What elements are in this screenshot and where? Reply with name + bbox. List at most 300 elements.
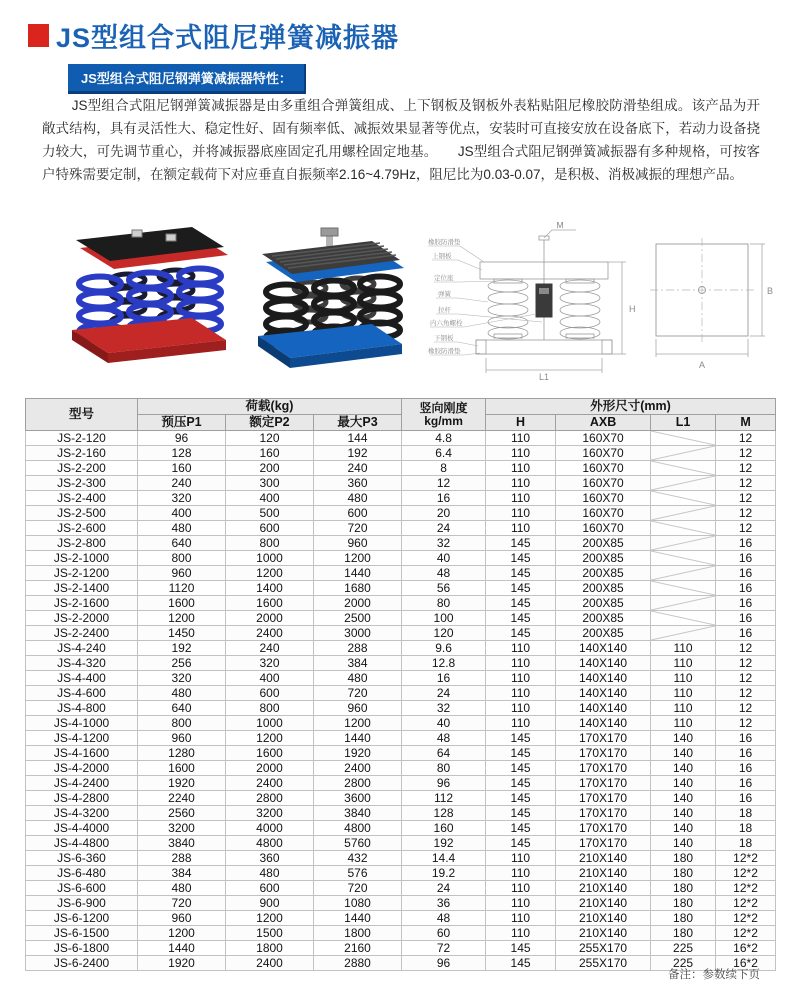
table-row: [26, 746, 776, 761]
table-cell: 145: [486, 836, 556, 851]
table-cell: 96: [138, 431, 226, 446]
table-cell: 720: [314, 881, 402, 896]
table-cell: 18: [716, 836, 776, 851]
table-cell: 12: [402, 476, 486, 491]
table-cell: 180: [651, 851, 716, 866]
table-cell: 145: [486, 821, 556, 836]
table-cell: 5760: [314, 836, 402, 851]
table-cell: 144: [314, 431, 402, 446]
table-cell: 56: [402, 581, 486, 596]
table-row: [26, 626, 776, 641]
dim-label-l1: L1: [538, 372, 550, 382]
table-cell: 110: [486, 491, 556, 506]
table-cell: 1920: [314, 746, 402, 761]
part-label-rubber-pad-top: 橡胶防滑垫: [428, 239, 461, 246]
table-cell: 140X140: [556, 701, 651, 716]
table-cell: 110: [651, 656, 716, 671]
table-cell: 145: [486, 581, 556, 596]
part-label-upper-plate: 上钢板: [432, 253, 452, 260]
table-cell: 145: [486, 536, 556, 551]
table-row: [26, 791, 776, 806]
table-cell: 1440: [314, 566, 402, 581]
table-row: [26, 881, 776, 896]
table-cell: 145: [486, 761, 556, 776]
table-cell: 180: [651, 926, 716, 941]
table-cell: 1200: [226, 566, 314, 581]
table-cell: 145: [486, 941, 556, 956]
table-cell: JS-6-360: [26, 851, 138, 866]
table-cell: 160X70: [556, 506, 651, 521]
table-row: [26, 551, 776, 566]
cell-empty-diagonal: [651, 491, 716, 506]
table-cell: 600: [226, 881, 314, 896]
table-cell: 110: [486, 911, 556, 926]
table-cell: 160: [226, 446, 314, 461]
table-cell: 200X85: [556, 566, 651, 581]
page-header: [28, 16, 399, 55]
table-cell: JS-4-320: [26, 656, 138, 671]
table-cell: 16: [716, 761, 776, 776]
table-cell: 110: [486, 851, 556, 866]
table-cell: 16: [402, 671, 486, 686]
table-cell: 960: [314, 701, 402, 716]
table-row: [26, 521, 776, 536]
table-cell: 12*2: [716, 896, 776, 911]
table-cell: 2240: [138, 791, 226, 806]
table-cell: 800: [226, 701, 314, 716]
table-cell: 720: [138, 896, 226, 911]
part-label-positioning-seat: 定位座: [434, 275, 454, 282]
table-cell: 12: [716, 431, 776, 446]
table-cell: 210X140: [556, 851, 651, 866]
product-description: JS型组合式阻尼钢弹簧减振器是由多重组合弹簧组成、上下钢板及钢板外表粘贴阻尼橡胶防滑垫组成。该产品为开敞式结构，具有灵活性大、稳定性好、固有频率低、减振效果显著等优点，安装时可直接安放在设备底下，若动力设备挠力较大，可先调节重心，并将减振器底座固定孔用螺栓固定地基。 JS型组合式阻尼钢弹簧减振器有多种规格，可按客户特殊需要定制，在额定载荷下对应垂直自振频率2.16~4.79Hz，阻尼比为0.03-0.07，是积极、消极减振的理想产品。: [42, 98, 760, 182]
table-cell: 145: [486, 806, 556, 821]
table-cell: 24: [402, 686, 486, 701]
table-cell: 210X140: [556, 926, 651, 941]
product-photo-red-isolator: [56, 222, 234, 370]
table-cell: 360: [226, 851, 314, 866]
table-cell: 180: [651, 896, 716, 911]
table-cell: 12*2: [716, 866, 776, 881]
table-cell: JS-4-4800: [26, 836, 138, 851]
table-row: [26, 866, 776, 881]
table-cell: 110: [486, 476, 556, 491]
table-cell: 19.2: [402, 866, 486, 881]
col-header-l1: L1: [651, 415, 716, 431]
table-cell: 140: [651, 791, 716, 806]
table-cell: 480: [138, 521, 226, 536]
table-cell: JS-4-2000: [26, 761, 138, 776]
table-cell: 255X170: [556, 941, 651, 956]
table-row: [26, 896, 776, 911]
table-cell: 1600: [138, 761, 226, 776]
col-header-stiffness: 竖向刚度 kg/mm: [402, 399, 486, 431]
table-cell: 160X70: [556, 521, 651, 536]
table-cell: 6.4: [402, 446, 486, 461]
table-cell: 96: [402, 956, 486, 971]
table-cell: JS-2-1000: [26, 551, 138, 566]
table-cell: 64: [402, 746, 486, 761]
table-cell: 400: [226, 671, 314, 686]
cell-empty-diagonal: [651, 611, 716, 626]
table-cell: 3840: [138, 836, 226, 851]
table-cell: 2000: [226, 611, 314, 626]
cell-empty-diagonal: [651, 521, 716, 536]
col-group-dimensions: 外形尺寸(mm): [486, 399, 776, 415]
cell-empty-diagonal: [651, 431, 716, 446]
table-cell: 240: [314, 461, 402, 476]
table-cell: 110: [651, 716, 716, 731]
table-cell: JS-4-2800: [26, 791, 138, 806]
table-row: [26, 491, 776, 506]
table-cell: 1920: [138, 956, 226, 971]
table-cell: 145: [486, 596, 556, 611]
table-row: [26, 716, 776, 731]
part-label-lower-plate: 下钢板: [434, 335, 454, 342]
table-row: [26, 761, 776, 776]
table-cell: 128: [138, 446, 226, 461]
cell-empty-diagonal: [651, 551, 716, 566]
table-cell: 1400: [226, 581, 314, 596]
table-cell: JS-4-600: [26, 686, 138, 701]
table-cell: 145: [486, 731, 556, 746]
table-cell: 48: [402, 731, 486, 746]
table-cell: 200X85: [556, 626, 651, 641]
table-cell: JS-6-1500: [26, 926, 138, 941]
table-cell: 210X140: [556, 881, 651, 896]
table-cell: 600: [226, 521, 314, 536]
table-cell: 12: [716, 446, 776, 461]
table-row: [26, 446, 776, 461]
cell-empty-diagonal: [651, 476, 716, 491]
table-cell: 160: [138, 461, 226, 476]
table-cell: JS-4-2400: [26, 776, 138, 791]
table-row: [26, 926, 776, 941]
table-cell: 192: [138, 641, 226, 656]
table-cell: 1000: [226, 716, 314, 731]
table-cell: 200: [226, 461, 314, 476]
table-cell: 1120: [138, 581, 226, 596]
table-cell: 48: [402, 911, 486, 926]
table-row: [26, 536, 776, 551]
table-cell: 1280: [138, 746, 226, 761]
table-cell: 1200: [226, 911, 314, 926]
table-cell: 2880: [314, 956, 402, 971]
table-row: [26, 566, 776, 581]
table-cell: 110: [486, 716, 556, 731]
table-cell: 12*2: [716, 926, 776, 941]
table-cell: 1200: [314, 551, 402, 566]
table-cell: JS-4-1000: [26, 716, 138, 731]
table-cell: 2400: [226, 776, 314, 791]
table-cell: 4800: [226, 836, 314, 851]
table-cell: 140: [651, 746, 716, 761]
table-cell: 140X140: [556, 671, 651, 686]
table-cell: JS-2-1200: [26, 566, 138, 581]
table-row: [26, 506, 776, 521]
table-cell: 12: [716, 716, 776, 731]
table-cell: JS-4-240: [26, 641, 138, 656]
table-row: [26, 911, 776, 926]
table-cell: JS-2-800: [26, 536, 138, 551]
table-row: [26, 941, 776, 956]
table-cell: 145: [486, 776, 556, 791]
table-cell: 16: [716, 626, 776, 641]
table-cell: 12: [716, 686, 776, 701]
table-cell: 110: [486, 671, 556, 686]
table-cell: 12: [716, 521, 776, 536]
table-cell: 160X70: [556, 476, 651, 491]
table-cell: 2160: [314, 941, 402, 956]
table-cell: 140: [651, 731, 716, 746]
table-cell: JS-2-120: [26, 431, 138, 446]
table-cell: 32: [402, 701, 486, 716]
spec-table-body: [26, 431, 776, 971]
table-cell: 120: [226, 431, 314, 446]
table-cell: 110: [486, 686, 556, 701]
table-cell: 1200: [138, 611, 226, 626]
cell-empty-diagonal: [651, 566, 716, 581]
table-cell: 14.4: [402, 851, 486, 866]
table-cell: 3200: [226, 806, 314, 821]
table-cell: JS-2-200: [26, 461, 138, 476]
table-row: [26, 656, 776, 671]
col-group-load: 荷载(kg): [138, 399, 402, 415]
table-cell: 12.8: [402, 656, 486, 671]
table-cell: 1080: [314, 896, 402, 911]
table-cell: 80: [402, 596, 486, 611]
table-cell: 160: [402, 821, 486, 836]
table-cell: 480: [138, 881, 226, 896]
table-cell: 2400: [226, 626, 314, 641]
table-row: [26, 671, 776, 686]
table-cell: 16*2: [716, 956, 776, 971]
table-cell: 960: [314, 536, 402, 551]
table-cell: 4000: [226, 821, 314, 836]
table-cell: 1440: [138, 941, 226, 956]
table-cell: 1200: [314, 716, 402, 731]
feature-banner: JS型组合式阻尼钢弹簧减振器特性：: [68, 64, 306, 94]
table-cell: 80: [402, 761, 486, 776]
table-cell: 3000: [314, 626, 402, 641]
table-cell: JS-4-1200: [26, 731, 138, 746]
table-cell: 4800: [314, 821, 402, 836]
table-cell: 200X85: [556, 551, 651, 566]
table-cell: 1920: [138, 776, 226, 791]
cell-empty-diagonal: [651, 626, 716, 641]
table-cell: 16: [716, 746, 776, 761]
table-cell: 16: [716, 731, 776, 746]
dim-label-h: H: [629, 304, 636, 314]
table-cell: 16: [716, 581, 776, 596]
table-cell: 12: [716, 641, 776, 656]
table-cell: 1600: [138, 596, 226, 611]
table-cell: 110: [486, 521, 556, 536]
table-cell: 2800: [226, 791, 314, 806]
table-row: [26, 686, 776, 701]
table-cell: 32: [402, 536, 486, 551]
table-cell: 12: [716, 476, 776, 491]
table-cell: 3200: [138, 821, 226, 836]
product-photo-blue-isolator: [246, 226, 410, 372]
table-cell: 960: [138, 911, 226, 926]
dim-label-a: A: [698, 360, 706, 370]
table-cell: 225: [651, 941, 716, 956]
table-cell: 36: [402, 896, 486, 911]
table-row: [26, 701, 776, 716]
table-cell: JS-2-2400: [26, 626, 138, 641]
table-cell: 72: [402, 941, 486, 956]
table-cell: JS-6-600: [26, 881, 138, 896]
table-cell: 12*2: [716, 881, 776, 896]
table-cell: 140X140: [556, 716, 651, 731]
table-cell: JS-4-1600: [26, 746, 138, 761]
table-cell: 140X140: [556, 686, 651, 701]
dim-label-b: B: [767, 286, 774, 296]
table-cell: 255X170: [556, 956, 651, 971]
table-cell: JS-6-1200: [26, 911, 138, 926]
table-cell: JS-4-800: [26, 701, 138, 716]
table-cell: 1200: [138, 926, 226, 941]
table-cell: 110: [486, 506, 556, 521]
table-cell: 16: [716, 791, 776, 806]
table-cell: JS-2-600: [26, 521, 138, 536]
table-cell: 140: [651, 776, 716, 791]
table-cell: 960: [138, 566, 226, 581]
table-cell: 200X85: [556, 536, 651, 551]
table-cell: 1800: [226, 941, 314, 956]
table-cell: JS-6-2400: [26, 956, 138, 971]
table-cell: 110: [486, 446, 556, 461]
table-row: [26, 641, 776, 656]
table-cell: 1000: [226, 551, 314, 566]
table-cell: 360: [314, 476, 402, 491]
table-cell: JS-2-1400: [26, 581, 138, 596]
table-cell: 110: [486, 461, 556, 476]
table-row: [26, 806, 776, 821]
table-cell: 200X85: [556, 611, 651, 626]
table-cell: 40: [402, 716, 486, 731]
table-cell: 170X170: [556, 761, 651, 776]
table-cell: 480: [314, 491, 402, 506]
page-title: JS型组合式阻尼弹簧减振器: [56, 23, 400, 53]
table-cell: 12: [716, 701, 776, 716]
table-cell: 720: [314, 521, 402, 536]
table-cell: 2560: [138, 806, 226, 821]
table-cell: 200X85: [556, 596, 651, 611]
table-cell: 140: [651, 836, 716, 851]
table-cell: 170X170: [556, 746, 651, 761]
table-cell: 800: [138, 551, 226, 566]
table-row: [26, 581, 776, 596]
table-cell: 110: [486, 881, 556, 896]
table-cell: 110: [486, 896, 556, 911]
table-cell: 18: [716, 806, 776, 821]
table-cell: 180: [651, 866, 716, 881]
table-cell: 180: [651, 881, 716, 896]
table-cell: 145: [486, 746, 556, 761]
col-header-rated-p2: 额定P2: [226, 415, 314, 431]
table-cell: 170X170: [556, 821, 651, 836]
part-label-tie-rod: 拉杆: [438, 307, 451, 314]
table-cell: 2400: [226, 956, 314, 971]
table-cell: 3840: [314, 806, 402, 821]
table-cell: 110: [486, 431, 556, 446]
table-row: [26, 611, 776, 626]
table-cell: 16: [716, 611, 776, 626]
table-cell: 1500: [226, 926, 314, 941]
table-cell: 480: [314, 671, 402, 686]
table-cell: 480: [138, 686, 226, 701]
table-cell: 225: [651, 956, 716, 971]
table-cell: 170X170: [556, 731, 651, 746]
cell-empty-diagonal: [651, 506, 716, 521]
table-cell: 40: [402, 551, 486, 566]
table-cell: 24: [402, 521, 486, 536]
table-cell: 160X70: [556, 446, 651, 461]
table-cell: 24: [402, 881, 486, 896]
col-header-max-p3: 最大P3: [314, 415, 402, 431]
table-cell: 110: [486, 701, 556, 716]
table-cell: 128: [402, 806, 486, 821]
table-cell: 240: [226, 641, 314, 656]
spec-table: [25, 398, 776, 971]
table-cell: 140: [651, 806, 716, 821]
table-cell: 170X170: [556, 791, 651, 806]
table-cell: 145: [486, 956, 556, 971]
table-row: [26, 476, 776, 491]
col-header-m: M: [716, 415, 776, 431]
table-cell: 300: [226, 476, 314, 491]
table-cell: 720: [314, 686, 402, 701]
table-cell: 145: [486, 626, 556, 641]
table-cell: 16: [716, 566, 776, 581]
table-cell: JS-4-400: [26, 671, 138, 686]
col-header-axb: AXB: [556, 415, 651, 431]
table-cell: JS-4-4000: [26, 821, 138, 836]
table-cell: 1440: [314, 911, 402, 926]
table-cell: 640: [138, 701, 226, 716]
table-cell: 160X70: [556, 431, 651, 446]
table-cell: 145: [486, 551, 556, 566]
table-cell: 12: [716, 656, 776, 671]
table-cell: 145: [486, 611, 556, 626]
table-cell: 170X170: [556, 836, 651, 851]
table-cell: 320: [138, 671, 226, 686]
table-cell: 432: [314, 851, 402, 866]
table-cell: 200X85: [556, 581, 651, 596]
table-cell: 600: [314, 506, 402, 521]
table-cell: 210X140: [556, 866, 651, 881]
table-cell: 170X170: [556, 806, 651, 821]
table-cell: 110: [651, 671, 716, 686]
table-cell: 145: [486, 791, 556, 806]
table-cell: 800: [226, 536, 314, 551]
media-row: [0, 220, 800, 385]
table-cell: JS-2-500: [26, 506, 138, 521]
table-cell: 600: [226, 686, 314, 701]
table-cell: 1800: [314, 926, 402, 941]
table-row: [26, 731, 776, 746]
technical-drawing-top-view: [648, 236, 776, 378]
cell-empty-diagonal: [651, 581, 716, 596]
table-cell: 640: [138, 536, 226, 551]
cell-empty-diagonal: [651, 446, 716, 461]
table-cell: 140X140: [556, 656, 651, 671]
table-cell: 4.8: [402, 431, 486, 446]
red-square-icon: [28, 24, 49, 47]
table-cell: 900: [226, 896, 314, 911]
